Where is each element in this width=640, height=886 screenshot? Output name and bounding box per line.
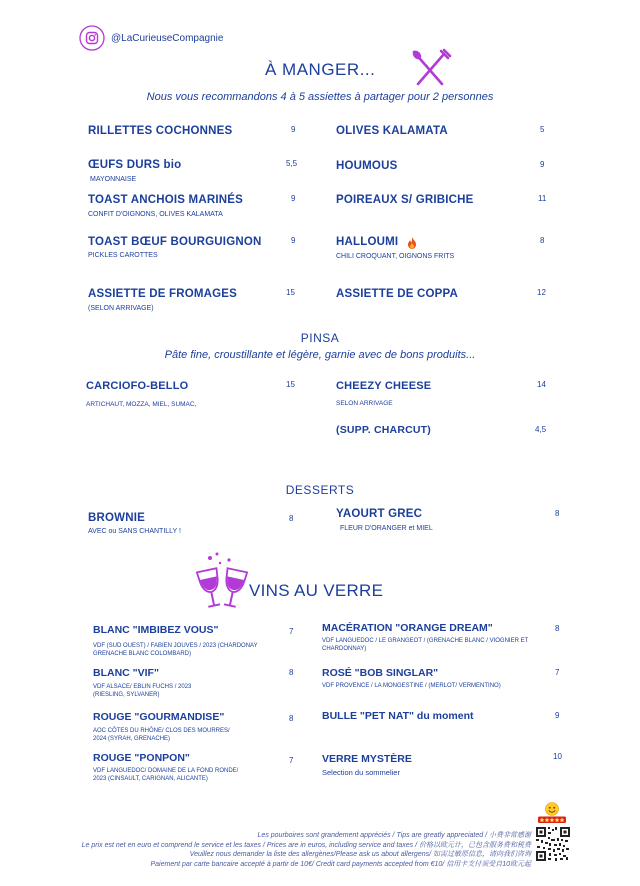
menu-item-name: HALLOUMI — [336, 236, 399, 248]
menu-item-desc: CHILI CROQUANT, OIGNONS FRITS — [336, 253, 455, 260]
wine-item-desc: CHARDONNAY) — [322, 646, 367, 652]
menu-item-name: RILLETTES COCHONNES — [88, 125, 233, 137]
wine-item-price: 7 — [555, 668, 560, 677]
dessert-item-name: BROWNIE — [88, 512, 145, 524]
smiley-rating-icon — [537, 801, 567, 825]
wine-item-desc: VDF LANGUEDOC / LE GRANGEOT / (GRENACHE BLANC / VIOGNIER ET — [322, 638, 529, 644]
wine-item-desc: Selection du sommelier — [322, 768, 400, 777]
wine-item-price: 7 — [289, 756, 294, 765]
pinsa-item-name: CHEEZY CHEESE — [336, 380, 432, 392]
wine-item-price: 8 — [289, 668, 294, 677]
wine-item-desc: (RIESLING, SYLVANER) — [93, 692, 160, 698]
pinsa-item-price: 4,5 — [535, 425, 547, 434]
wine-item-desc: 2023 (CINSAULT, CARIGNAN, ALICANTE) — [93, 776, 208, 782]
dessert-item-price: 8 — [555, 509, 560, 518]
menu-item-desc: (SELON ARRIVAGE) — [88, 305, 154, 312]
pinsa-item-price: 15 — [286, 380, 295, 389]
instagram-handle[interactable]: @LaCurieuseCompagnie — [111, 32, 224, 44]
wine-item-name: ROUGE "PONPON" — [93, 752, 190, 764]
wine-item-desc: AOC CÔTES DU RHÔNE/ CLOS DES MOURRES/ — [93, 728, 230, 734]
wine-item-name: BULLE "PET NAT" du moment — [322, 710, 474, 722]
wine-item-name: ROUGE "GOURMANDISE" — [93, 711, 225, 723]
menu-item-price: 9 — [291, 194, 296, 203]
pinsa-subtitle: Pâte fine, croustillante et légère, garnie avec de bons produits... — [164, 349, 476, 361]
menu-item-name: ŒUFS DURS bio — [88, 159, 182, 171]
dessert-item-price: 8 — [289, 514, 294, 523]
pinsa-item-price: 14 — [537, 380, 546, 389]
menu-item-name: HOUMOUS — [336, 160, 398, 172]
menu-item-price: 5,5 — [286, 159, 298, 168]
wine-item-desc: VDF ALSACE/ EBLIN FUCHS / 2023 — [93, 684, 192, 690]
menu-item-name: TOAST ANCHOIS MARINÉS — [88, 194, 243, 206]
desserts-title: DESSERTS — [285, 483, 355, 497]
pinsa-item-desc: SELON ARRIVAGE — [336, 400, 393, 407]
wine-glasses-icon — [196, 550, 250, 610]
menu-item-price: 8 — [540, 236, 545, 245]
wine-item-desc: 2024 (SYRAH, GRENACHE) — [93, 736, 171, 742]
menu-item-name: OLIVES KALAMATA — [336, 125, 448, 137]
wine-item-price: 10 — [553, 752, 562, 761]
fork-knife-icon — [408, 48, 454, 88]
qr-code[interactable] — [535, 826, 571, 862]
dessert-item-desc: FLEUR D'ORANGER et MIEL — [340, 525, 433, 532]
dessert-item-name: YAOURT GREC — [336, 508, 423, 520]
pinsa-item-name: (SUPP. CHARCUT) — [336, 424, 431, 436]
pinsa-item-name: CARCIOFO-BELLO — [86, 380, 189, 392]
footer-line: Le prix est net en euro et comprend le service et les taxes / Prices are in euros, including service and taxes / 价格以欧元计，已包含服务费和税费 — [81, 841, 531, 849]
instagram-icon — [79, 25, 105, 51]
footer-line: Veuillez nous demander la liste des allergènes/Please ask us about allergens/ 如需过敏原信息，请向我们咨询 — [189, 851, 531, 858]
footer-line: Les pourboires sont grandement appréciés / Tips are greatly appreciated / 小费非常感谢 — [257, 832, 531, 839]
page-title: À MANGER... — [265, 60, 376, 79]
menu-item-desc: CONFIT D'OIGNONS, OLIVES KALAMATA — [88, 211, 223, 218]
pinsa-item-desc: ARTICHAUT, MOZZA, MIEL, SUMAC, — [86, 401, 197, 408]
wine-item-name: VERRE MYSTÈRE — [322, 753, 412, 765]
dessert-item-desc: AVEC ou SANS CHANTILLY ! — [88, 528, 181, 535]
footer-line: Paiement par carte bancaire accepté à partir de 10€/ Credit card payments accepted from €10/ 信用卡支付须受自10欧元起 — [150, 860, 531, 868]
fire-icon — [407, 236, 417, 248]
pinsa-title: PINSA — [300, 331, 340, 345]
wine-item-desc: VDF PROVENCE / LA MONGESTINE / (MERLOT/ VERMENTINO) — [322, 683, 501, 689]
menu-item-price: 15 — [286, 288, 295, 297]
instagram-badge[interactable] — [79, 24, 223, 52]
wine-item-name: BLANC "IMBIBEZ VOUS" — [93, 624, 219, 636]
wines-title: VINS AU VERRE — [249, 581, 384, 600]
wine-item-desc: VDF LANGUEDOC/ DOMAINE DE LA FOND RONDE/ — [93, 768, 239, 774]
recommendation-note: Nous vous recommandons 4 à 5 assiettes à partager pour 2 personnes — [146, 91, 494, 103]
menu-item-desc: MAYONNAISE — [90, 176, 137, 183]
wine-item-price: 8 — [289, 714, 294, 723]
menu-item-price: 9 — [291, 236, 296, 245]
wine-item-price: 7 — [289, 627, 294, 636]
menu-item-name: POIREAUX S/ GRIBICHE — [336, 194, 474, 206]
wine-item-price: 8 — [555, 624, 560, 633]
wine-item-name: MACÉRATION "ORANGE DREAM" — [322, 622, 493, 634]
menu-item-desc: PICKLES CAROTTES — [88, 252, 158, 259]
menu-item-price: 9 — [291, 125, 296, 134]
wine-item-name: ROSÉ "BOB SINGLAR" — [322, 667, 439, 679]
wine-item-price: 9 — [555, 711, 560, 720]
menu-item-name: ASSIETTE DE COPPA — [336, 288, 459, 300]
menu-item-price: 9 — [540, 160, 545, 169]
menu-item-halloumi — [336, 236, 417, 248]
menu-item-name: TOAST BŒUF BOURGUIGNON — [88, 236, 262, 248]
menu-item-price: 12 — [537, 288, 546, 297]
menu-item-price: 5 — [540, 125, 545, 134]
wine-item-desc: GRENACHE BLANC COLOMBARD) — [93, 651, 192, 657]
wine-item-desc: VDF (SUD OUEST) / FABIEN JOUVES / 2023 (CHARDONAY — [93, 643, 258, 649]
menu-item-price: 11 — [538, 194, 547, 203]
wine-item-name: BLANC "VIF" — [93, 667, 159, 679]
menu-item-name: ASSIETTE DE FROMAGES — [88, 288, 238, 300]
footer-notes — [21, 831, 531, 869]
